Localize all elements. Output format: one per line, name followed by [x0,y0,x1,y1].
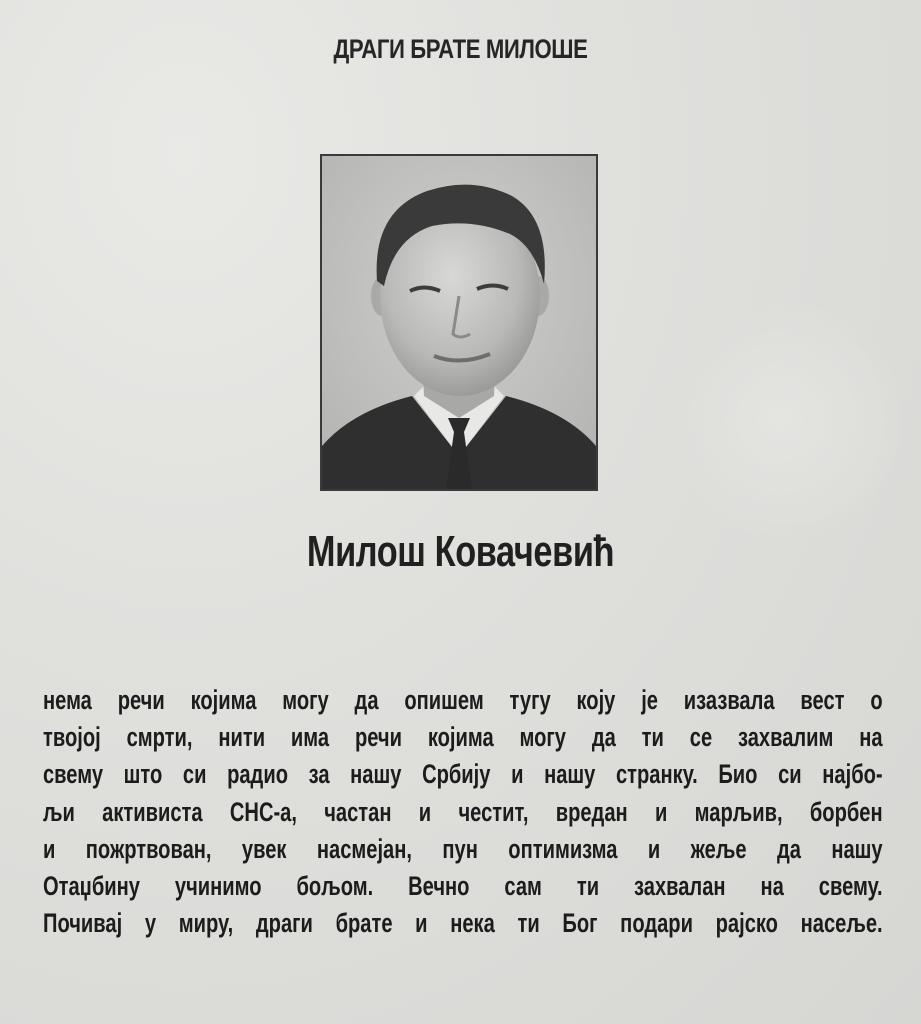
body-line: и пожртвован, увек насмејан, пун оптимизма и жеље да нашу [43,833,883,864]
body-line: љи активиста СНС-а, частан и честит, вредан и марљив, борбен [43,796,883,827]
body-line: твојој смрти, нити има речи којима могу да ти се захвалим на [43,722,883,753]
deceased-name: Милош Ковачевић [306,527,615,576]
body-line: Отаџбину учинимо бољом. Вечно сам ти захвалан на свему. [43,870,883,901]
portrait-photo [320,154,598,491]
obituary-heading: ДРАГИ БРАТЕ МИЛОШЕ [333,34,588,64]
body-line: Почивај у миру, драги брате и нека ти Бог подари рајско насеље. [43,908,883,939]
portrait-photo-icon [322,156,596,489]
obituary-body [43,682,883,942]
bleed-through-circle [662,300,902,540]
body-line: свему што си радио за нашу Србију и нашу странку. Био си најбо- [43,759,883,790]
body-line: нема речи којима могу да опишем тугу коју је изазвала вест о [43,685,883,715]
bleed-through-shadow [0,30,25,140]
